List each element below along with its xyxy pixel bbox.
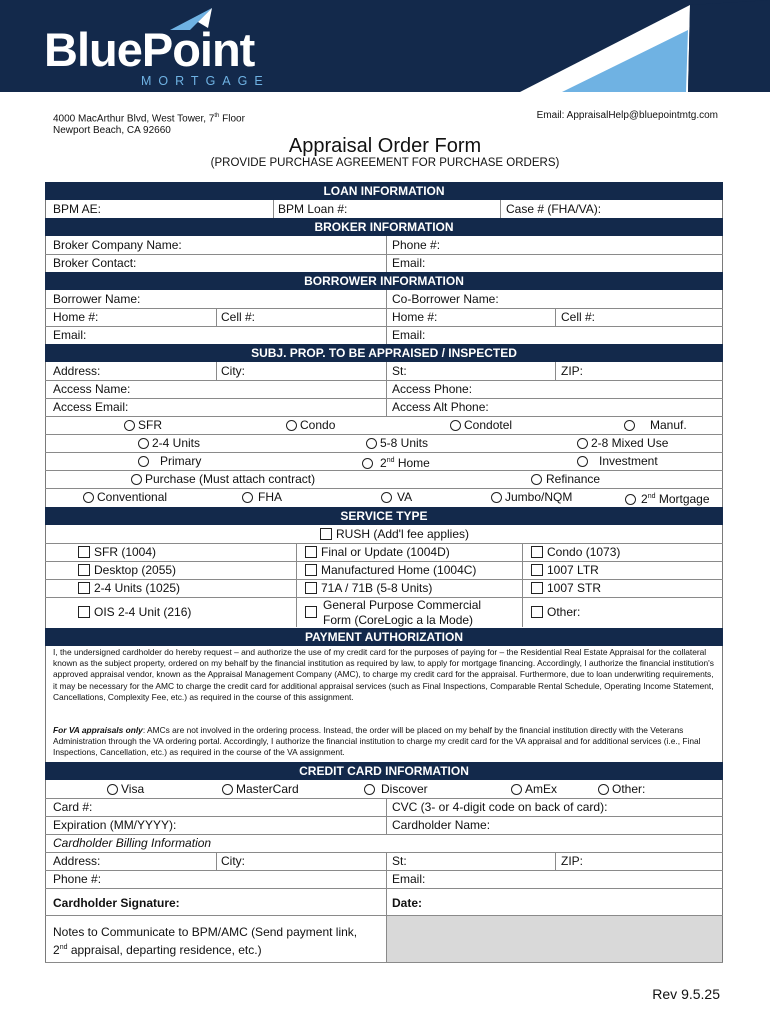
radio-sfr[interactable]: SFR (124, 417, 162, 433)
checkbox-icon (531, 582, 543, 594)
radio-icon (124, 420, 135, 431)
radio-icon (242, 492, 253, 503)
radio-5-8-units[interactable]: 5-8 Units (366, 435, 428, 451)
checkbox-icon (320, 528, 332, 540)
radio-icon (577, 456, 588, 467)
property-address-field[interactable]: Address: (53, 364, 101, 378)
divider (45, 308, 723, 309)
case-number-field[interactable]: Case # (FHA/VA): (506, 202, 602, 216)
page-title: Appraisal Order Form (288, 135, 482, 157)
radio-icon (381, 492, 392, 503)
property-state-field[interactable]: St: (392, 364, 407, 378)
radio-icon (107, 784, 118, 795)
header-banner (0, 0, 770, 92)
company-address: 4000 MacArthur Blvd, West Tower, 7th Floor Newport Beach, CA 92660 (53, 113, 245, 137)
borrower-name-field[interactable]: Borrower Name: (53, 292, 141, 306)
radio-primary[interactable]: Primary (138, 453, 201, 469)
billing-city-field[interactable]: City: (221, 854, 245, 868)
divider (45, 326, 723, 327)
checkbox-final-update-1004d[interactable]: Final or Update (1004D) (305, 544, 450, 560)
divider (555, 852, 556, 870)
borrower-cell-field[interactable]: Cell #: (221, 310, 256, 324)
divider (45, 597, 723, 598)
section-payment-header: PAYMENT AUTHORIZATION (45, 628, 723, 646)
co-borrower-home-field[interactable]: Home #: (392, 310, 438, 324)
checkbox-ois-216[interactable]: OIS 2-4 Unit (216) (78, 604, 191, 620)
checkbox-icon (531, 546, 543, 558)
access-alt-phone-field[interactable]: Access Alt Phone: (392, 400, 489, 414)
section-broker-header: BROKER INFORMATION (45, 218, 723, 236)
company-tagline: MORTGAGE (141, 74, 270, 88)
billing-info-label: Cardholder Billing Information (53, 836, 212, 850)
radio-fha[interactable]: FHA (242, 489, 282, 505)
radio-icon (364, 784, 375, 795)
checkbox-1007-str[interactable]: 1007 STR (531, 580, 601, 596)
expiration-field[interactable]: Expiration (MM/YYYY): (53, 818, 177, 832)
page-subtitle: (PROVIDE PURCHASE AGREEMENT FOR PURCHASE ORDERS) (210, 157, 560, 169)
radio-mastercard[interactable]: MasterCard (222, 781, 299, 797)
radio-icon (286, 420, 297, 431)
cardholder-signature-field[interactable]: Cardholder Signature: (53, 896, 180, 910)
radio-icon (138, 456, 149, 467)
bpm-loan-field[interactable]: BPM Loan #: (278, 202, 348, 216)
divider (45, 870, 723, 871)
general-purpose-label-2: Form (CoreLogic a la Mode) (323, 613, 474, 627)
divider (386, 798, 387, 834)
checkbox-icon (305, 606, 317, 618)
borrower-home-field[interactable]: Home #: (53, 310, 99, 324)
billing-phone-field[interactable]: Phone #: (53, 872, 102, 886)
divider (273, 200, 274, 218)
notes-field[interactable]: Notes to Communicate to BPM/AMC (Send payment link, 2nd appraisal, departing residence, etc.) (53, 925, 358, 957)
radio-icon (531, 474, 542, 485)
checkbox-icon (78, 582, 90, 594)
radio-second-mortgage[interactable]: 2nd Mortgage (625, 489, 710, 507)
radio-second-home[interactable]: 2nd Home (362, 453, 430, 471)
checkbox-icon (305, 546, 317, 558)
notes-shaded-area (387, 916, 722, 962)
billing-state-field[interactable]: St: (392, 854, 407, 868)
divider (45, 579, 723, 580)
contact-email: Email: AppraisalHelp@bluepointmtg.com (536, 110, 718, 121)
card-number-field[interactable]: Card #: (53, 800, 93, 814)
radio-other-card[interactable]: Other: (598, 781, 645, 797)
section-borrower-header: BORROWER INFORMATION (45, 272, 723, 290)
radio-icon (511, 784, 522, 795)
checkbox-icon (305, 582, 317, 594)
access-phone-field[interactable]: Access Phone: (392, 382, 473, 396)
checkbox-general-purpose-commercial[interactable] (305, 604, 321, 620)
divider (45, 380, 723, 381)
radio-icon (624, 420, 635, 431)
co-borrower-cell-field[interactable]: Cell #: (561, 310, 596, 324)
divider (386, 290, 387, 344)
divider (522, 543, 523, 627)
divider (296, 543, 297, 627)
co-borrower-email-field[interactable]: Email: (392, 328, 426, 342)
radio-investment[interactable]: Investment (577, 453, 658, 469)
billing-email-field[interactable]: Email: (392, 872, 426, 886)
section-credit-header: CREDIT CARD INFORMATION (45, 762, 723, 780)
company-logo: BluePoint (44, 23, 255, 76)
checkbox-other[interactable]: Other: (531, 604, 580, 620)
divider (45, 798, 723, 799)
radio-icon (491, 492, 502, 503)
checkbox-sfr-1004[interactable]: SFR (1004) (78, 544, 156, 560)
divider (386, 236, 387, 272)
broker-contact-field[interactable]: Broker Contact: (53, 256, 137, 270)
radio-icon (138, 438, 149, 449)
co-borrower-name-field[interactable]: Co-Borrower Name: (392, 292, 499, 306)
signature-date-field[interactable]: Date: (392, 896, 423, 910)
revision-label: Rev 9.5.25 (652, 986, 720, 1002)
checkbox-icon (305, 564, 317, 576)
access-email-field[interactable]: Access Email: (53, 400, 129, 414)
borrower-email-field[interactable]: Email: (53, 328, 87, 342)
radio-jumbo-nqm[interactable]: Jumbo/NQM (491, 489, 572, 505)
general-purpose-label-1: General Purpose Commercial (323, 598, 482, 612)
radio-2-8-mixed-use[interactable]: 2-8 Mixed Use (577, 435, 668, 451)
billing-address-field[interactable]: Address: (53, 854, 101, 868)
broker-phone-field[interactable]: Phone #: (392, 238, 441, 252)
radio-refinance[interactable]: Refinance (531, 471, 600, 487)
radio-2-4-units[interactable]: 2-4 Units (138, 435, 200, 451)
checkbox-icon (78, 564, 90, 576)
checkbox-manufactured-1004c[interactable]: Manufactured Home (1004C) (305, 562, 476, 578)
divider (45, 888, 723, 889)
checkbox-desktop-2055[interactable]: Desktop (2055) (78, 562, 176, 578)
va-appraisal-text: For VA appraisals only: AMCs are not involved in the ordering process. Instead, the order will be placed on my behalf by the financial institution directly with the Veterans Administration through the VA ordering portal. Accordingly, I authorize the financial institution to charge my credit card for the VA appraisal and for additional services (i.e., Final Inspections, Cancellation, etc.) as required in the course of the VA assignment. (53, 725, 701, 758)
divider (555, 362, 556, 380)
form-bottom-border (45, 962, 723, 963)
radio-visa[interactable]: Visa (107, 781, 144, 797)
access-name-field[interactable]: Access Name: (53, 382, 131, 396)
radio-purchase[interactable]: Purchase (Must attach contract) (131, 471, 315, 487)
property-city-field[interactable]: City: (221, 364, 245, 378)
checkbox-rush[interactable]: RUSH (Add'l fee applies) (320, 526, 469, 542)
section-property-header: SUBJ. PROP. TO BE APPRAISED / INSPECTED (45, 344, 723, 362)
radio-amex[interactable]: AmEx (511, 781, 557, 797)
checkbox-1007-ltr[interactable]: 1007 LTR (531, 562, 599, 578)
broker-company-field[interactable]: Broker Company Name: (53, 238, 182, 252)
radio-icon (450, 420, 461, 431)
radio-icon (625, 494, 636, 505)
divider (216, 852, 217, 870)
divider (45, 254, 723, 255)
radio-icon (362, 458, 373, 469)
radio-icon (366, 438, 377, 449)
divider (45, 398, 723, 399)
divider (45, 561, 723, 562)
divider (386, 362, 387, 416)
bpm-ae-field[interactable]: BPM AE: (53, 202, 102, 216)
radio-icon (131, 474, 142, 485)
radio-icon (83, 492, 94, 503)
divider (216, 362, 217, 380)
checkbox-2-4-units-1025[interactable]: 2-4 Units (1025) (78, 580, 180, 596)
cardholder-name-field[interactable]: Cardholder Name: (392, 818, 491, 832)
section-service-header: SERVICE TYPE (45, 507, 723, 525)
checkbox-71a-71b[interactable]: 71A / 71B (5-8 Units) (305, 580, 432, 596)
divider (500, 200, 501, 218)
radio-discover[interactable]: Discover (364, 781, 428, 797)
section-loan-header: LOAN INFORMATION (45, 182, 723, 200)
radio-conventional[interactable]: Conventional (83, 489, 167, 505)
radio-manuf[interactable]: Manuf. (624, 417, 687, 433)
checkbox-icon (78, 606, 90, 618)
divider (555, 308, 556, 326)
checkbox-condo-1073[interactable]: Condo (1073) (531, 544, 620, 560)
radio-icon (577, 438, 588, 449)
divider (216, 308, 217, 326)
property-zip-field[interactable]: ZIP: (561, 364, 584, 378)
payment-authorization-text: I, the undersigned cardholder do hereby request – and authorize the use of my credit card for the purposes of paying for – the Residential Real Estate Appraisal for the collateral known as the subject property, ordered on my behalf by the financial institution as required by law, to apply for mortgage financing. Accordingly, I authorize the financial institution's approved appraisal vendor, known as the Appraisal Management Company (AMC), to charge my credit card for the appraisal. Furthermore, due to loan underwriting requirements, it may be necessary for the AMC to charge the credit card for additional appraisal services (such as Final Inspections, Comparable Rental Schedule, Operating Income Statement, Cancellations, Complexity Fee, etc.) as required in the course of this assignment. (53, 647, 714, 702)
broker-email-field[interactable]: Email: (392, 256, 426, 270)
radio-condo[interactable]: Condo (286, 417, 335, 433)
checkbox-icon (531, 606, 543, 618)
divider (45, 852, 723, 853)
radio-icon (222, 784, 233, 795)
checkbox-icon (78, 546, 90, 558)
radio-icon (598, 784, 609, 795)
cvc-field[interactable]: CVC (3- or 4-digit code on back of card): (392, 800, 608, 814)
radio-va[interactable]: VA (381, 489, 412, 505)
checkbox-icon (531, 564, 543, 576)
billing-zip-field[interactable]: ZIP: (561, 854, 584, 868)
radio-condotel[interactable]: Condotel (450, 417, 512, 433)
